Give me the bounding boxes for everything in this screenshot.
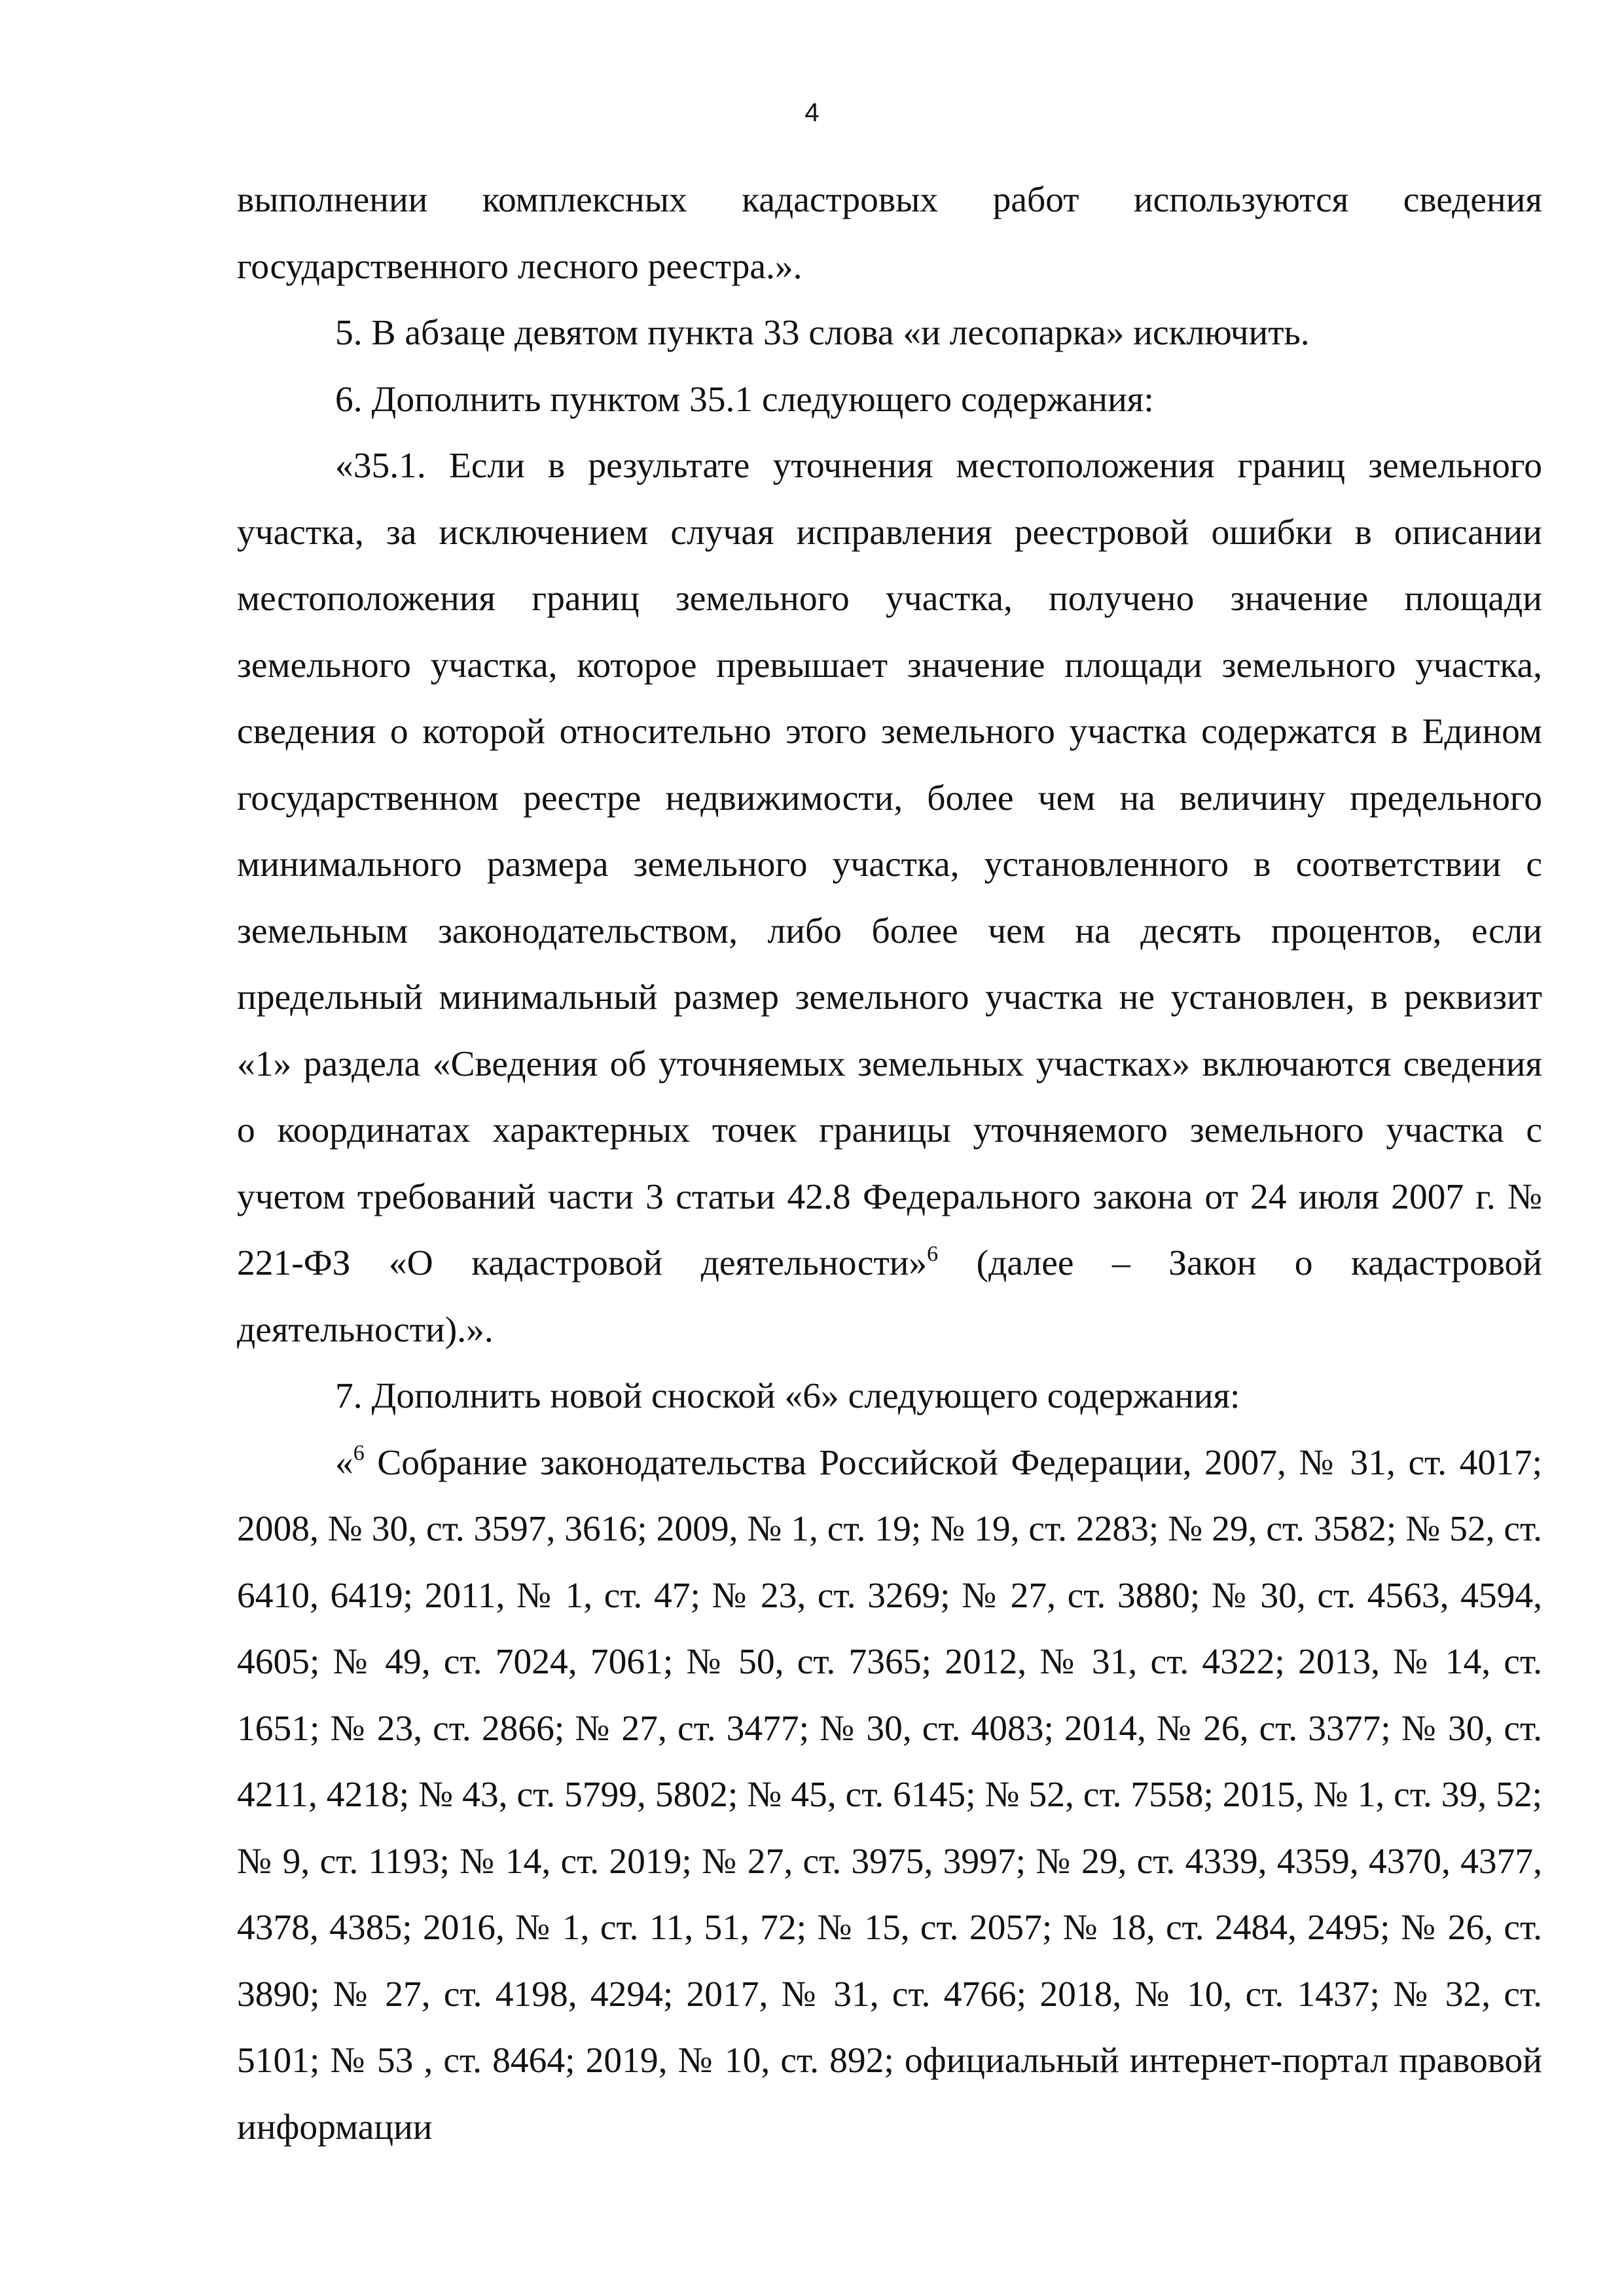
paragraph-item-5: [237, 300, 1542, 367]
paragraph-text: Собрание законодательства Российской Федерации, 2007, № 31, ст. 4017; 2008, № 30, ст. 3597, 3616; 2009, № 1, ст. 19; № 19, ст. 2283; № 29, ст. 3582; № 52, ст. 6410, 6419; 2011, № 1, ст. 47; № 23, ст. 3269; № 27, ст. 3880; № 30, ст. 4563, 4594, 4605; № 49, ст. 7024, 7061; № 50, ст. 7365; 2012, № 31, ст. 4322; 2013, № 14, ст. 1651; № 23, ст. 2866; № 27, ст. 3477; № 30, ст. 4083; 2014, № 26, ст. 3377; № 30, ст. 4211, 4218; № 43, ст. 5799, 5802; № 45, ст. 6145; № 52, ст. 7558; 2015, № 1, ст. 39, 52; № 9, ст. 1193; № 14, ст. 2019; № 27, ст. 3975, 3997; № 29, ст. 4339, 4359, 4370, 4377, 4378, 4385; 2016, № 1, ст. 11, 51, 72; № 15, ст. 2057; № 18, ст. 2484, 2495; № 26, ст. 3890; № 27, ст. 4198, 4294; 2017, № 31, ст. 4766; 2018, № 10, ст. 1437; № 32, ст. 5101; № 53 , ст. 8464; 2019, № 10, ст. 892; официальный интернет-портал правовой информации: [237, 1442, 1542, 2147]
paragraph-item-6: [237, 367, 1542, 433]
paragraph-item-7: [237, 1363, 1542, 1430]
paragraph-text: 6. Дополнить пунктом 35.1 следующего содержания:: [335, 379, 1154, 420]
paragraph-text-tail: (далее – Закон о кадастровой деятельности).».: [237, 1243, 1543, 1350]
quote-open: «: [335, 1442, 353, 1483]
paragraph-text: 5. В абзаце девятом пункта 33 слова «и лесопарка» исключить.: [335, 313, 1310, 353]
footnote-reference: 6: [927, 1241, 939, 1266]
paragraph-text: выполнении комплексных кадастровых работ используются сведения государственного лесного реестра.».: [237, 180, 1542, 287]
paragraph-continuation: [237, 167, 1542, 300]
paragraph-text: 7. Дополнить новой сноской «6» следующего содержания:: [335, 1376, 1240, 1416]
paragraph-text: «35.1. Если в результате уточнения местоположения границ земельного участка, за исключением случая исправления реестровой ошибки в описании местоположения границ земельного участка, получено значение площади земельного участка, которое превышает значение площади земельного участка, сведения о которой относительно этого земельного участка содержатся в Едином государственном реестре недвижимости, более чем на величину предельного минимального размера земельного участка, установленного в соответствии с земельным законодательством, либо более чем на десять процентов, если предельный минимальный размер земельного участка не установлен, в реквизит «1» раздела «Сведения об уточняемых земельных участках» включаются сведения о координатах характерных точек границы уточняемого земельного участка с учетом требований части 3 статьи 42.8 Федерального закона от 24 июля 2007 г. № 221-ФЗ «О кадастровой деятельности»: [237, 446, 1542, 1283]
paragraph-point-35-1: [237, 433, 1542, 1363]
page-number: 4: [804, 98, 820, 127]
document-body: [237, 167, 1542, 2160]
footnote-marker: 6: [353, 1441, 365, 1465]
paragraph-footnote-6: [237, 1430, 1542, 2161]
